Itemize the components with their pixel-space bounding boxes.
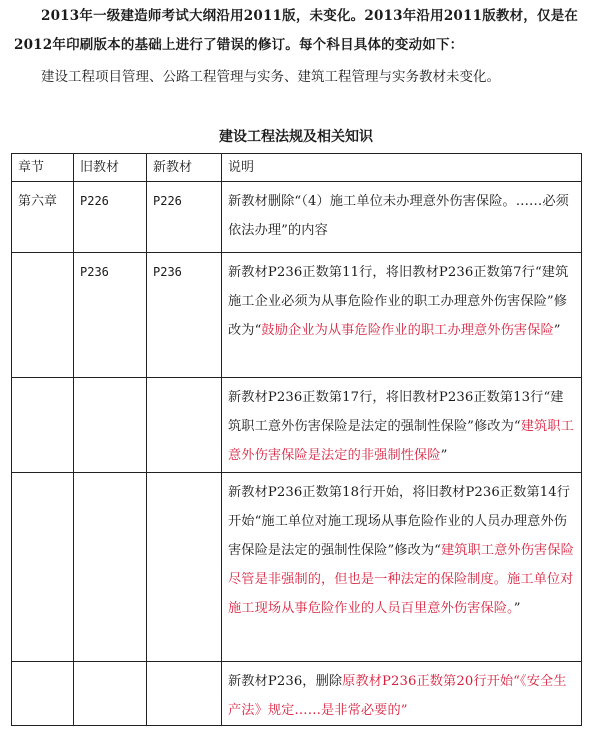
desc-tail: ” [553,323,561,338]
intro-paragraph-exam-note: 2013年一级建造师考试大纲沿用2011版，未变化。2013年沿用2011版教材，仅是在2012年印刷版本的基础上进行了错误的修订。每个科目具体的变动如下： [14,8,579,53]
intro [14,2,580,88]
cell-old-page [74,473,147,662]
cell-description [222,378,582,473]
intro-paragraph-unchanged-subjects: 建设工程项目管理、公路工程管理与实务、建筑工程管理与实务教材未变化。 [41,69,500,85]
table-row [12,473,582,662]
desc-text: 新教材P236正数第17行，将旧教材P236正数第13行“建筑职工意外伤害保险是法定的强制性保险”修改为“ [228,390,564,434]
cell-new-page [147,662,222,726]
desc-tail: ” [513,601,521,616]
cell-chapter [12,662,74,726]
table-title: 建设工程法规及相关知识 [219,129,373,145]
header-new-textbook: 新教材 [147,154,222,182]
cell-old-page: P236 [74,253,147,378]
header-chapter: 章节 [12,154,74,182]
desc-highlight: 建筑职工意外伤害保险是法定的非强制性保险 [228,419,574,463]
cell-chapter: 第六章 [12,182,74,253]
cell-new-page [147,473,222,662]
header-old-textbook: 旧教材 [74,154,147,182]
desc-text: 新教材删除“（4）施工单位未办理意外伤害保险。……必须依法办理”的内容 [228,194,569,238]
header-description: 说明 [222,154,582,182]
desc-text: 新教材P236，删除 [228,674,343,689]
cell-chapter [12,253,74,378]
cell-old-page: P226 [74,182,147,253]
table-header-row [12,154,582,182]
cell-chapter [12,378,74,473]
cell-old-page [74,662,147,726]
desc-text: 新教材P236正数第11行，将旧教材P236正数第7行“建筑施工企业必须为从事危险作业的职工办理意外伤害保险”修改为“ [228,265,569,338]
table-row [12,378,582,473]
desc-tail: ” [440,448,448,463]
cell-old-page [74,378,147,473]
changes-table [11,153,582,726]
table-row [12,182,582,253]
cell-chapter [12,473,74,662]
desc-highlight: 鼓励企业为从事危险作业的职工办理意外伤害保险 [261,323,554,338]
cell-description [222,182,582,253]
table-row [12,253,582,378]
table-row [12,662,582,726]
cell-description [222,473,582,662]
cell-new-page: P236 [147,253,222,378]
desc-highlight: 原教材P236正数第20行开始“《安全生产法》规定……是非常必要的” [228,674,567,718]
cell-new-page [147,378,222,473]
cell-description [222,253,582,378]
desc-highlight: 建筑职工意外伤害保险尽管是非强制的，但也是一种法定的保险制度。施工单位对施工现场从事危险作业的人员百里意外伤害保险。 [228,543,574,616]
cell-new-page: P226 [147,182,222,253]
cell-description [222,662,582,726]
desc-text: 新教材P236正数第18行开始，将旧教材P236正数第14行开始“施工单位对施工现场从事危险作业的人员办理意外伤害保险是法定的强制性保险”修改为“ [228,485,571,558]
